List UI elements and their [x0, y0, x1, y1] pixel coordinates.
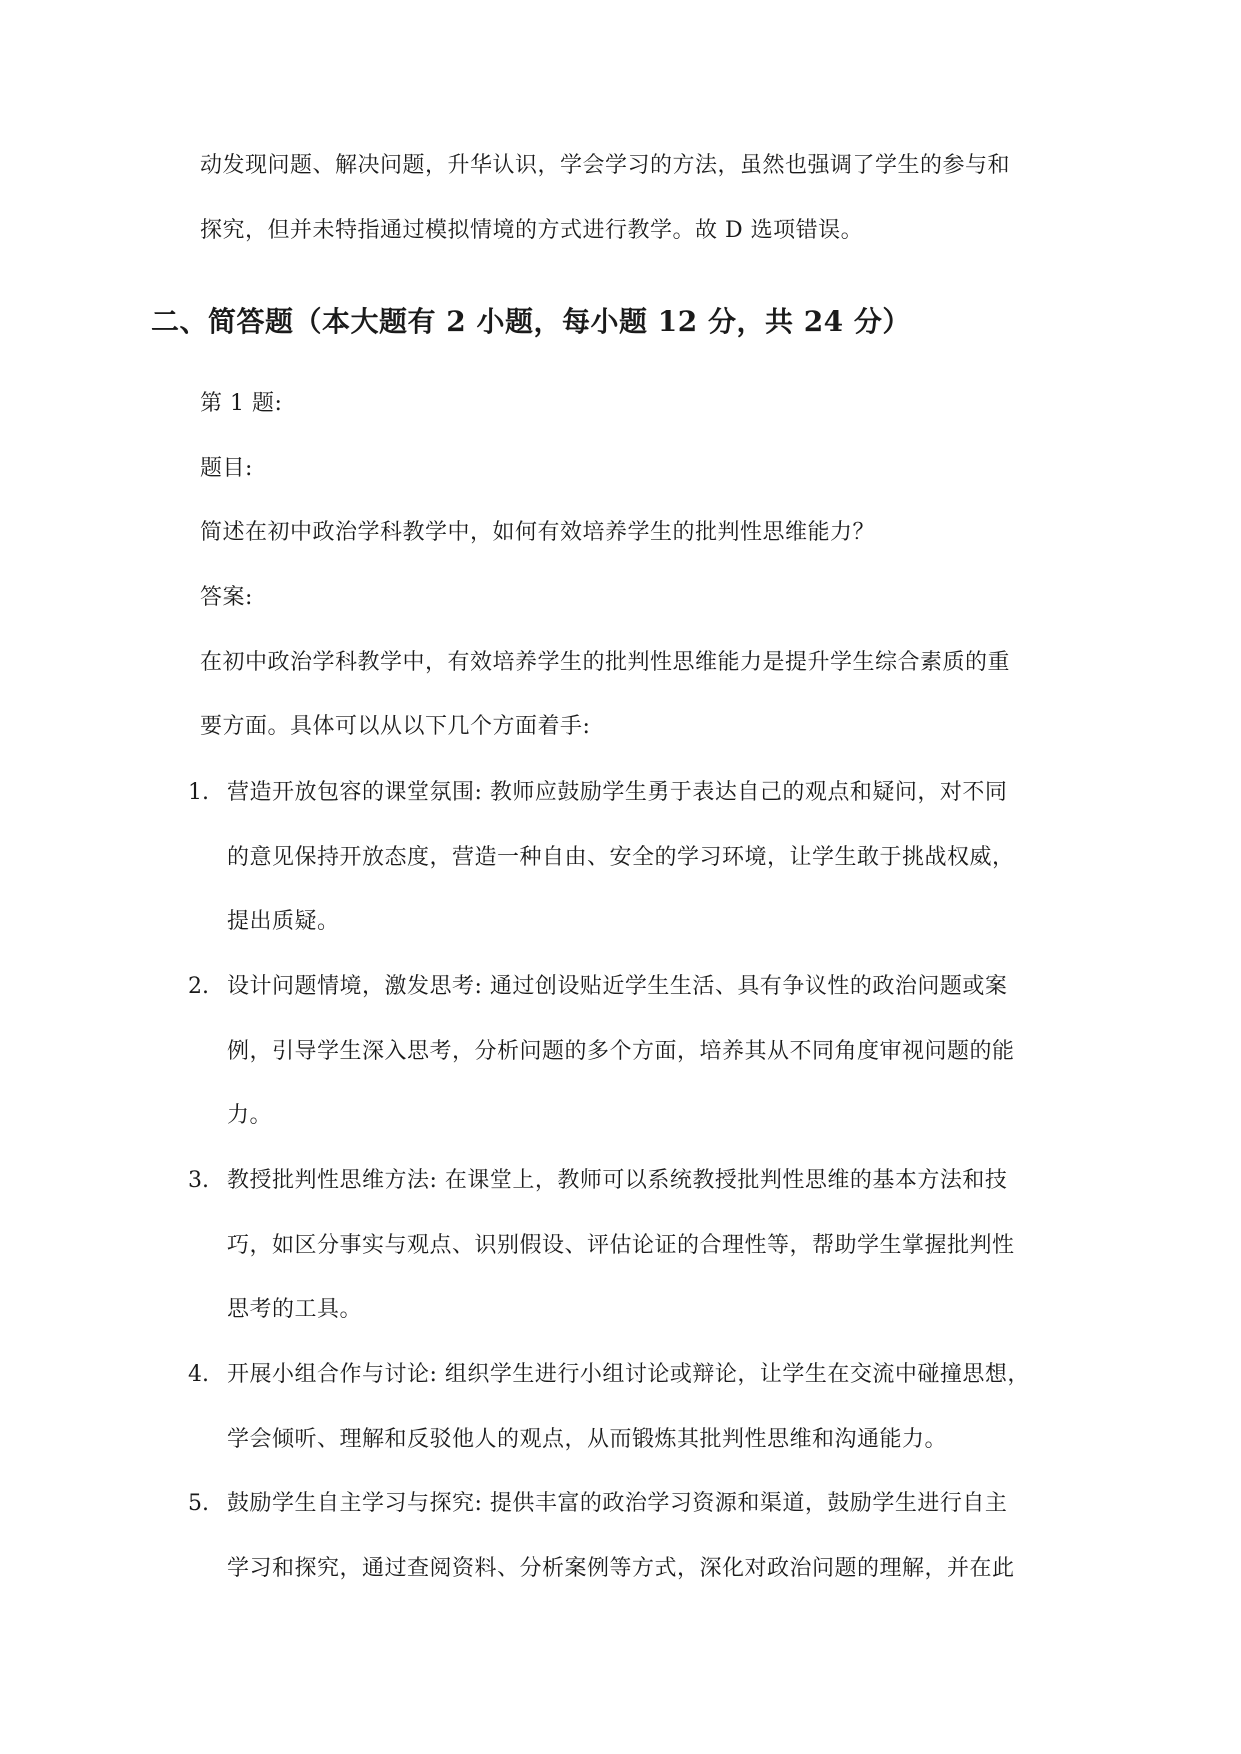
list-item-number: 3.: [188, 1168, 209, 1193]
section-heading: 二、简答题（本大题有 2 小题，每小题 12 分，共 24 分）: [151, 305, 911, 338]
list-item-line: 教授批判性思维方法: 在课堂上，教师可以系统教授批判性思维的基本方法和技: [227, 1168, 1008, 1193]
answer-label: 答案:: [200, 585, 253, 610]
list-item-line: 的意见保持开放态度，营造一种自由、安全的学习环境，让学生敢于挑战权威，: [227, 845, 1015, 870]
carryover-line-1: 动发现问题、解决问题，升华认识，学会学习的方法，虽然也强调了学生的参与和: [200, 153, 1011, 178]
list-item-line: 提出质疑。: [227, 909, 340, 934]
question-title-text: 简述在初中政治学科教学中，如何有效培养学生的批判性思维能力？: [200, 520, 876, 545]
question-number-label: 第 1 题:: [200, 391, 283, 416]
question-title-label: 题目:: [200, 456, 253, 481]
list-item-line: 营造开放包容的课堂氛围: 教师应鼓励学生勇于表达自己的观点和疑问，对不同: [227, 780, 1008, 805]
answer-intro-line-2: 要方面。具体可以从以下几个方面着手:: [200, 714, 591, 739]
list-item-line: 巧，如区分事实与观点、识别假设、评估论证的合理性等，帮助学生掌握批判性: [227, 1233, 1015, 1258]
list-item-line: 学会倾听、理解和反驳他人的观点，从而锻炼其批判性思维和沟通能力。: [227, 1427, 948, 1452]
list-item-number: 1.: [188, 780, 209, 805]
list-item-line: 设计问题情境，激发思考: 通过创设贴近学生生活、具有争议性的政治问题或案: [227, 974, 1008, 999]
list-item-number: 2.: [188, 974, 209, 999]
list-item-line: 鼓励学生自主学习与探究: 提供丰富的政治学习资源和渠道，鼓励学生进行自主: [227, 1491, 1008, 1516]
list-item-number: 4.: [188, 1362, 209, 1387]
carryover-line-2: 探究，但并未特指通过模拟情境的方式进行教学。故 D 选项错误。: [200, 218, 864, 243]
list-item-line: 思考的工具。: [227, 1297, 363, 1322]
list-item-line: 例，引导学生深入思考，分析问题的多个方面，培养其从不同角度审视问题的能: [227, 1039, 1015, 1064]
list-item-line: 力。: [227, 1103, 273, 1128]
list-item-number: 5.: [188, 1491, 209, 1516]
answer-intro-line-1: 在初中政治学科教学中，有效培养学生的批判性思维能力是提升学生综合素质的重: [200, 650, 1011, 675]
list-item-line: 开展小组合作与讨论: 组织学生进行小组讨论或辩论，让学生在交流中碰撞思想，: [227, 1362, 1030, 1387]
list-item-line: 学习和探究，通过查阅资料、分析案例等方式，深化对政治问题的理解，并在此: [227, 1556, 1015, 1581]
